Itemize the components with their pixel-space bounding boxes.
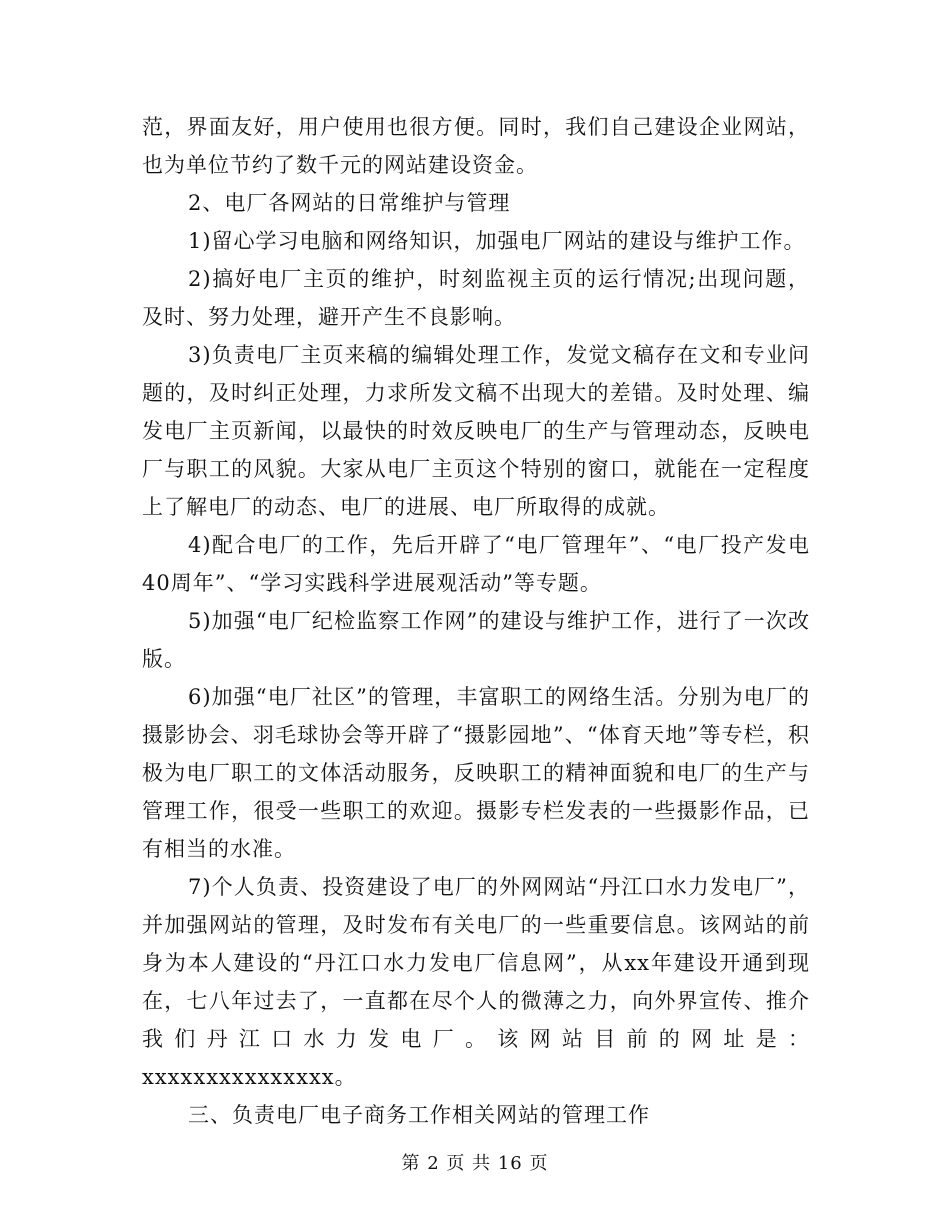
paragraph-item-5: 5)加强“电厂纪检监察工作网”的建设与维护工作，进行了一次改版。	[142, 609, 810, 671]
page-number-footer: 第 2 页 共 16 页	[401, 1153, 549, 1174]
paragraph-item-2: 2)搞好电厂主页的维护，时刻监视主页的运行情况;出现问题，及时、努力处理，避开产生不良影响。	[142, 267, 810, 329]
paragraph-item-4: 4)配合电厂的工作，先后开辟了“电厂管理年”、“电厂投产发电40周年”、“学习实践科学进展观活动”等专题。	[142, 533, 810, 595]
document-body	[142, 108, 810, 1134]
paragraph-item-6: 6)加强“电厂社区”的管理，丰富职工的网络生活。分别为电厂的摄影协会、羽毛球协会等开辟了“摄影园地”、“体育天地”等专栏，积极为电厂职工的文体活动服务，反映职工的精神面貌和电厂的生产与管理工作，很受一些职工的欢迎。摄影专栏发表的一些摄影作品，已有相当的水准。	[142, 685, 810, 861]
paragraph-item-7: 7)个人负责、投资建设了电厂的外网网站“丹江口水力发电厂”，并加强网站的管理，及时发布有关电厂的一些重要信息。该网站的前身为本人建设的“丹江口水力发电厂信息网”，从xx年建设开通到现在，七八年过去了，一直都在尽个人的微薄之力，向外界宣传、推介我们丹江口水力发电厂。该网站目前的网址是：xxxxxxxxxxxxxxx。	[142, 875, 810, 1089]
section-heading-website-maintenance: 2、电厂各网站的日常维护与管理	[188, 191, 511, 215]
paragraph-continuation: 范，界面友好，用户使用也很方便。同时，我们自己建设企业网站，也为单位节约了数千元的网站建设资金。	[142, 115, 810, 177]
paragraph-item-1: 1)留心学习电脑和网络知识，加强电厂网站的建设与维护工作。	[188, 229, 806, 253]
section-heading-ecommerce: 三、负责电厂电子商务工作相关网站的管理工作	[188, 1103, 650, 1127]
paragraph-item-3: 3)负责电厂主页来稿的编辑处理工作，发觉文稿存在文和专业问题的，及时纠正处理，力求所发文稿不出现大的差错。及时处理、编发电厂主页新闻，以最快的时效反映电厂的生产与管理动态，反映电厂与职工的风貌。大家从电厂主页这个特别的窗口，就能在一定程度上了解电厂的动态、电厂的进展、电厂所取得的成就。	[142, 343, 810, 519]
